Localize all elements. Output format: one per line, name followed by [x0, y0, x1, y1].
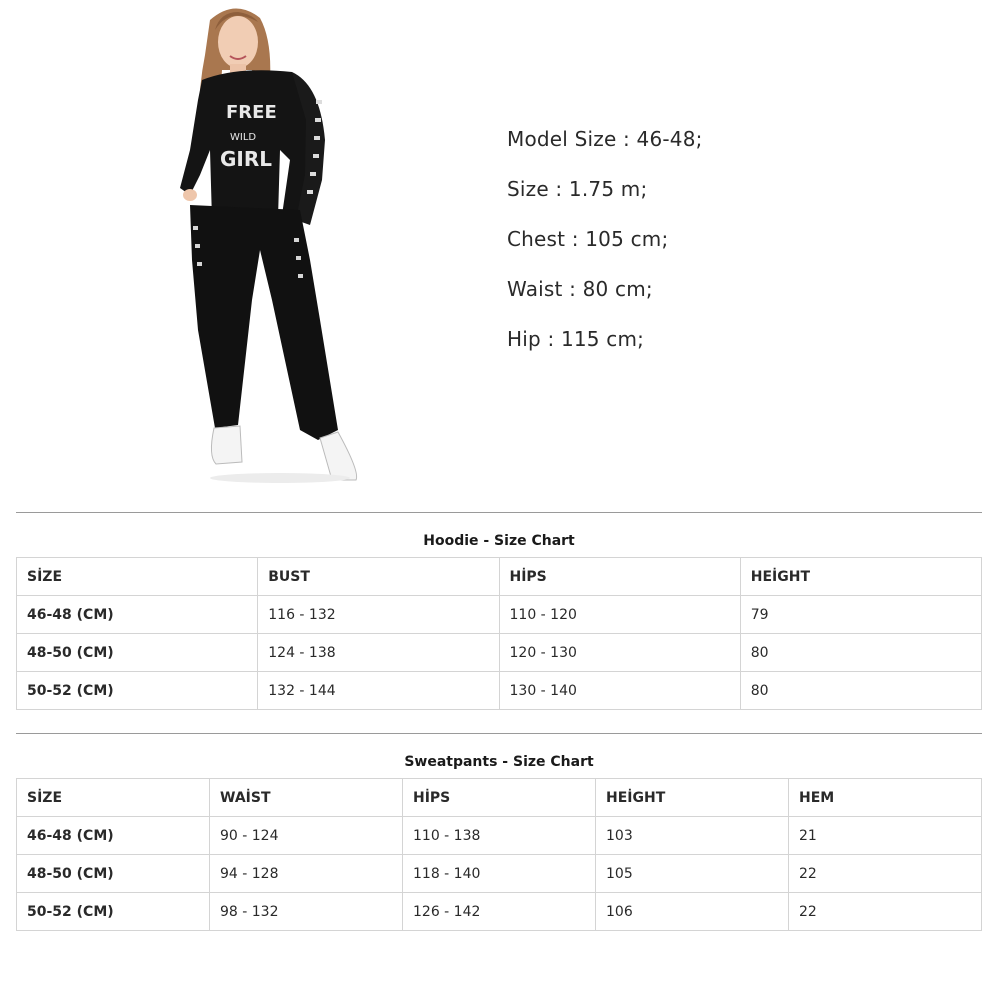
- header-cell: SİZE: [17, 779, 210, 817]
- bust-cell: 116 - 132: [258, 596, 499, 634]
- hoodie-size-chart: [16, 512, 982, 710]
- model-measurements: [507, 120, 703, 370]
- bust-cell: 132 - 144: [258, 672, 499, 710]
- size-cell: 46-48 (CM): [17, 596, 258, 634]
- header-cell: HİPS: [403, 779, 596, 817]
- model-size-text: Model Size : 46-48;: [507, 127, 703, 151]
- hips-cell: 118 - 140: [403, 855, 596, 893]
- sweatpants-size-chart: [16, 733, 982, 931]
- hoodie-size-table: [16, 557, 982, 710]
- hem-cell: 22: [789, 855, 982, 893]
- header-cell: BUST: [258, 558, 499, 596]
- height-cell: 103: [596, 817, 789, 855]
- size-cell: 48-50 (CM): [17, 634, 258, 672]
- header-cell: HEM: [789, 779, 982, 817]
- shirt-print-line-3: GIRL: [220, 147, 273, 171]
- size-cell: 50-52 (CM): [17, 893, 210, 931]
- hoodie-chart-title: Hoodie - Size Chart: [423, 533, 575, 549]
- header-cell: HEİGHT: [596, 779, 789, 817]
- size-cell: 48-50 (CM): [17, 855, 210, 893]
- model-photo: [160, 0, 380, 500]
- height-cell: 80: [740, 672, 981, 710]
- model-height-text: Size : 1.75 m;: [507, 177, 648, 201]
- model-chest-text: Chest : 105 cm;: [507, 227, 669, 251]
- hips-cell: 126 - 142: [403, 893, 596, 931]
- table-row: [17, 672, 982, 710]
- hips-cell: 110 - 120: [499, 596, 740, 634]
- hips-cell: 110 - 138: [403, 817, 596, 855]
- model-waist-text: Waist : 80 cm;: [507, 277, 653, 301]
- height-cell: 105: [596, 855, 789, 893]
- sweatpants-size-table: [16, 778, 982, 931]
- size-cell: 46-48 (CM): [17, 817, 210, 855]
- header-cell: HİPS: [499, 558, 740, 596]
- height-cell: 79: [740, 596, 981, 634]
- table-row: [17, 893, 982, 931]
- hem-cell: 21: [789, 817, 982, 855]
- hips-cell: 120 - 130: [499, 634, 740, 672]
- table-row: [17, 855, 982, 893]
- sweatpants-chart-title: Sweatpants - Size Chart: [404, 754, 594, 770]
- size-cell: 50-52 (CM): [17, 672, 258, 710]
- table-row: [17, 596, 982, 634]
- waist-cell: 98 - 132: [210, 893, 403, 931]
- waist-cell: 90 - 124: [210, 817, 403, 855]
- shirt-print-line-1: FREE: [226, 102, 277, 123]
- height-cell: 80: [740, 634, 981, 672]
- waist-cell: 94 - 128: [210, 855, 403, 893]
- header-cell: WAİST: [210, 779, 403, 817]
- table-header-row: [17, 779, 982, 817]
- header-cell: HEİGHT: [740, 558, 981, 596]
- table-header-row: [17, 558, 982, 596]
- height-cell: 106: [596, 893, 789, 931]
- table-row: [17, 634, 982, 672]
- hem-cell: 22: [789, 893, 982, 931]
- model-hip-text: Hip : 115 cm;: [507, 327, 645, 351]
- shirt-print-line-2: WILD: [230, 132, 257, 143]
- header-cell: SİZE: [17, 558, 258, 596]
- bust-cell: 124 - 138: [258, 634, 499, 672]
- hips-cell: 130 - 140: [499, 672, 740, 710]
- table-row: [17, 817, 982, 855]
